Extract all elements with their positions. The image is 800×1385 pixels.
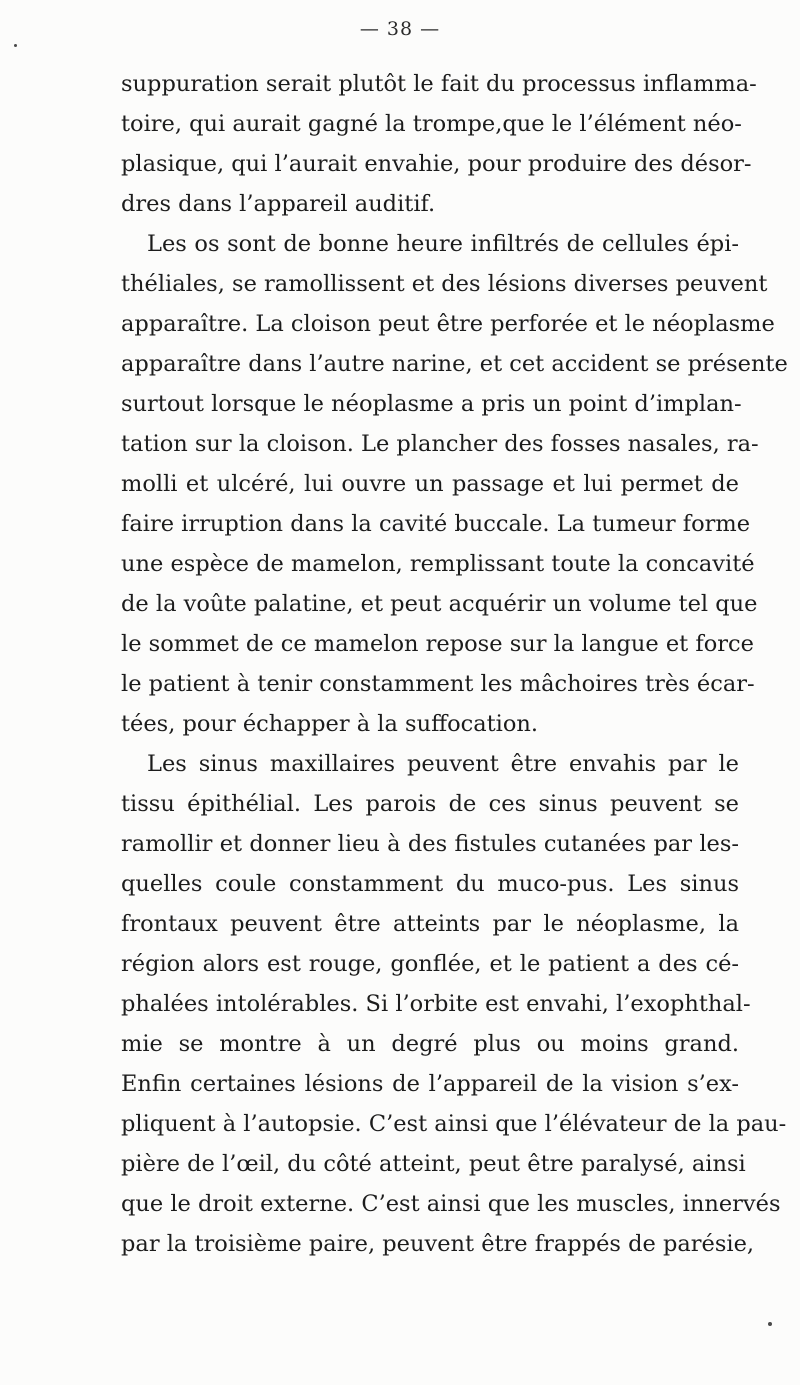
text-line: plasique, qui l’aurait envahie, pour produire des désor- (121, 151, 752, 177)
text-line: apparaître. La cloison peut être perforée et le néoplasme (121, 311, 775, 337)
text-line: molli et ulcéré, lui ouvre un passage et lui permet de (121, 471, 739, 497)
text-line: de la voûte palatine, et peut acquérir un volume tel que (121, 591, 758, 617)
text-line: théliales, se ramollissent et des lésions diverses peuvent (121, 271, 768, 297)
text-line: pliquent à l’autopsie. C’est ainsi que l’élévateur de la pau- (121, 1111, 787, 1137)
text-line: ramollir et donner lieu à des fistules cutanées par les- (121, 831, 739, 857)
text-line: quelles coule constamment du muco-pus. Les sinus (121, 871, 739, 897)
text-line: apparaître dans l’autre narine, et cet accident se présente (121, 351, 788, 377)
text-line: région alors est rouge, gonflée, et le patient a des cé- (121, 951, 739, 977)
text-line: le sommet de ce mamelon repose sur la langue et force (121, 631, 754, 657)
text-line: tées, pour échapper à la suffocation. (121, 711, 539, 737)
text-line: frontaux peuvent être atteints par le néoplasme, la (121, 911, 739, 937)
text-line: suppuration serait plutôt le fait du processus inflamma- (121, 71, 757, 97)
text-line: mie se montre à un degré plus ou moins grand. (121, 1031, 739, 1057)
text-line: faire irruption dans la cavité buccale. La tumeur forme (121, 511, 751, 537)
ink-speck (14, 44, 17, 47)
text-line: une espèce de mamelon, remplissant toute la concavité (121, 551, 755, 577)
ink-speck (768, 1322, 772, 1326)
text-line: tissu épithélial. Les parois de ces sinus peuvent se (121, 791, 739, 817)
text-line: le patient à tenir constamment les mâchoires très écar- (121, 671, 755, 697)
text-line: que le droit externe. C’est ainsi que les muscles, innervés (121, 1191, 781, 1217)
page-number: — 38 — (359, 18, 441, 40)
text-line: tation sur la cloison. Le plancher des fosses nasales, ra- (121, 431, 759, 457)
text-line: surtout lorsque le néoplasme a pris un point d’implan- (121, 391, 742, 417)
paragraph-start-line: Les os sont de bonne heure infiltrés de cellules épi- (147, 231, 739, 257)
text-line: pière de l’œil, du côté atteint, peut être paralysé, ainsi (121, 1151, 746, 1177)
text-line: par la troisième paire, peuvent être frappés de parésie, (121, 1231, 755, 1257)
paragraph-start-line: Les sinus maxillaires peuvent être envahis par le (147, 751, 739, 777)
text-line: Enfin certaines lésions de l’appareil de la vision s’ex- (121, 1071, 739, 1097)
text-line: dres dans l’appareil auditif. (121, 191, 436, 217)
text-line: phalées intolérables. Si l’orbite est envahi, l’exophthal- (121, 991, 751, 1017)
text-line: toire, qui aurait gagné la trompe,que le l’élément néo- (121, 111, 742, 137)
